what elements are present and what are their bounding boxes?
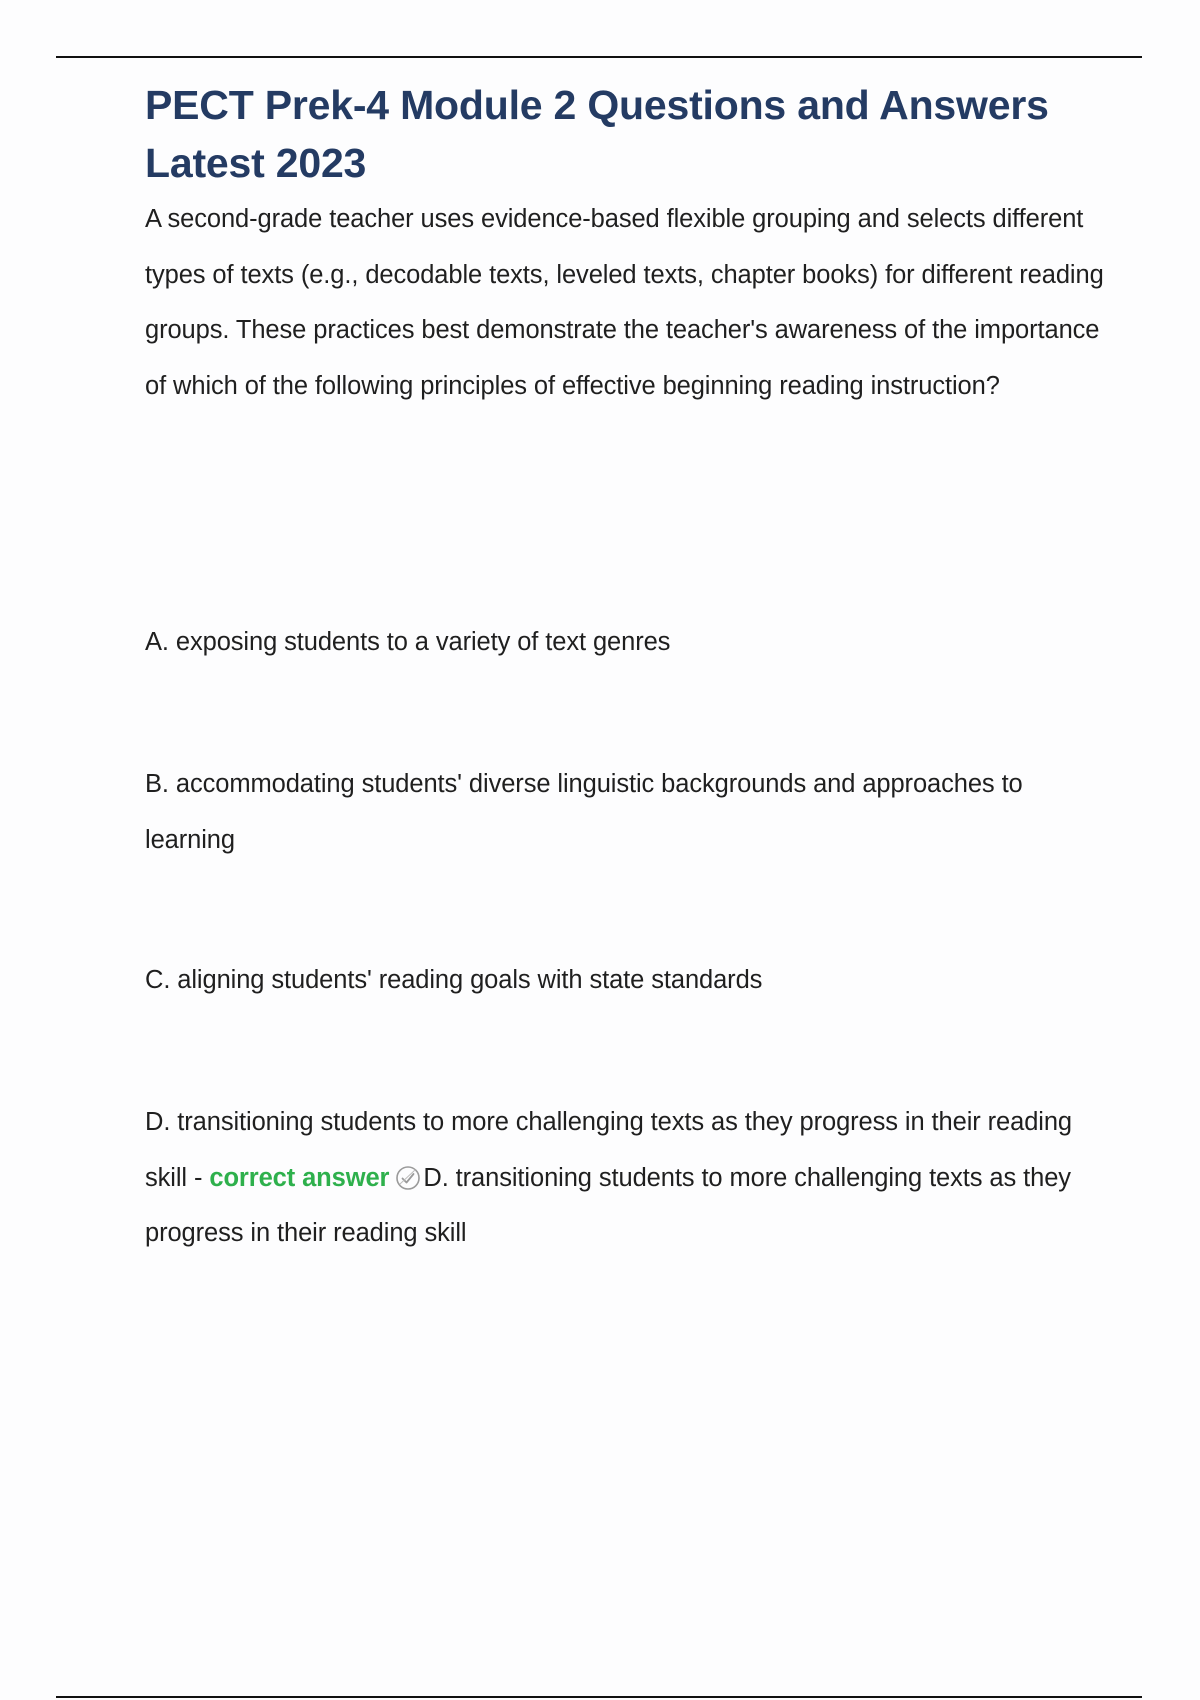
top-rule xyxy=(56,56,1142,58)
correct-answer-label: correct answer xyxy=(209,1163,390,1192)
bottom-rule xyxy=(56,1696,1142,1698)
question-text: A second-grade teacher uses evidence-based flexible grouping and selects different types of texts (e.g., decodable texts, leveled texts, chapter books) for different reading groups. These practices best demonstrate the teacher's awareness of the importance of which of the following principles of effective beginning reading instruction? xyxy=(145,205,1104,400)
option-c: C. aligning students' reading goals with state standards xyxy=(145,966,763,994)
option-d-with-answer xyxy=(145,1095,1105,1262)
document-body xyxy=(145,76,1105,1247)
option-a: A. exposing students to a variety of text genres xyxy=(145,628,671,656)
answer-text: D. transitioning students to more challenging texts as they progress in their reading skill xyxy=(145,1163,1071,1247)
option-b: B. accommodating students' diverse linguistic backgrounds and approaches to learning xyxy=(145,770,1023,854)
check-circle-icon xyxy=(395,1156,421,1182)
option-d: D. transitioning students to more challenging texts as they progress in their reading skill - xyxy=(145,1108,1073,1192)
document-title: PECT Prek-4 Module 2 Questions and Answers Latest 2023 xyxy=(145,82,1049,186)
